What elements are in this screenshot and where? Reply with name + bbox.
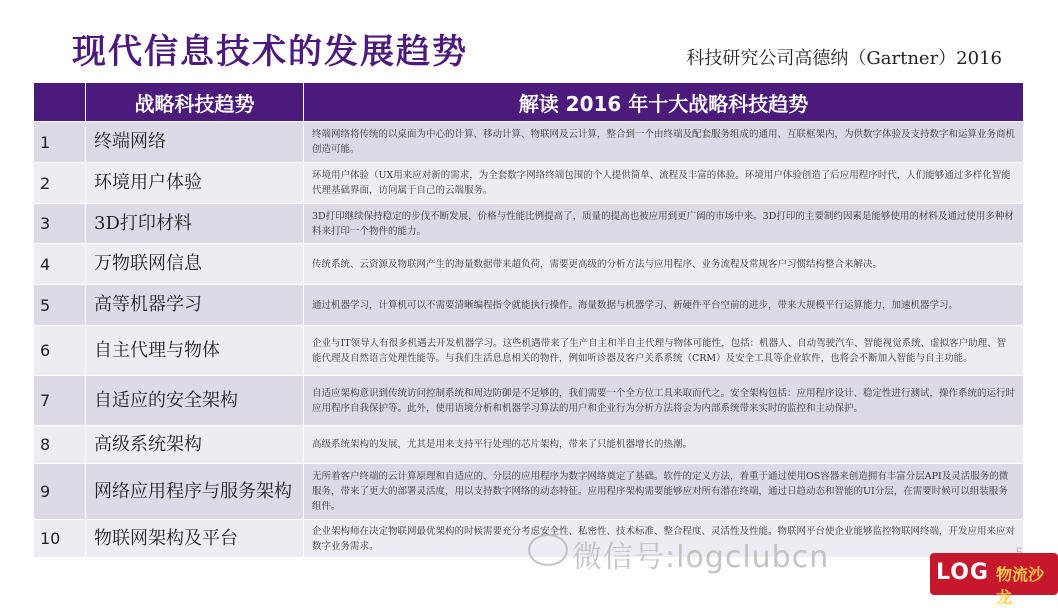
trend-description: 3D打印继续保持稳定的步伐不断发展，价格与性能比例提高了，质量的提高也被应用到更广阔的市场中来。3D打印的主要制约因素是能够使用的材料及通过使用多种材料来打印一个物件的能力。 — [304, 204, 1024, 244]
trend-description: 传统系统、云资源及物联网产生的海量数据带来超负荷，需要更高级的分析方法与应用程序、业务流程及常规客户习惯结构整合来解决。 — [304, 244, 1024, 285]
trend-name: 高级系统架构 — [86, 426, 304, 464]
logo-main-text: LOG — [936, 560, 989, 585]
row-number: 9 — [34, 464, 86, 520]
header-trend: 战略科技趋势 — [86, 83, 304, 122]
trend-description: 高级系统架构的发展，尤其是用来支持平行处理的芯片架构，带来了只能机器增长的热潮。 — [304, 426, 1024, 464]
row-number: 7 — [34, 376, 86, 426]
table-header-row — [34, 83, 1024, 122]
table-row — [34, 376, 1024, 426]
trend-name: 环境用户体验 — [86, 163, 304, 204]
table-row — [34, 204, 1024, 244]
trend-name: 万物联网信息 — [86, 244, 304, 285]
source-caption: 科技研究公司高德纳（Gartner）2016 — [686, 48, 1002, 69]
trend-name: 高等机器学习 — [86, 285, 304, 326]
table-row — [34, 426, 1024, 464]
row-number: 1 — [34, 122, 86, 163]
row-number: 8 — [34, 426, 86, 464]
trend-description: 企业与IT领导人有很多机遇去开发机器学习。这些机遇带来了生产自主和半自主代理与物体可能性，包括：机器人、自动驾驶汽车、智能视觉系统、虚拟客户助理、智能代理及自然语言处理性能等。与我们生活息息相关的物件，例如听诊器及客户关系系统（CRM）及安全工具等企业软件，也将会不断加入智能与自主功能。 — [304, 326, 1024, 376]
table-row — [34, 244, 1024, 285]
table-row — [34, 464, 1024, 520]
wechat-icon — [528, 534, 568, 566]
row-number: 6 — [34, 326, 86, 376]
trend-name: 网络应用程序与服务架构 — [86, 464, 304, 520]
trend-description: 无所着客户终端的云计算原理和自适应的、分层的应用程序为数字网络奠定了基础。软件的定义方法，着重于通过使用OS容器来创造拥有丰富分层API及灵活服务的微服务，带来了更大的部署灵活度，用以支持数字网络的动态特征。应用程序架构需要能够应对所有潜在终端，通过日趋动态和智能的UI分层，在需要时候可以组装服务组件。 — [304, 464, 1024, 520]
table-row — [34, 285, 1024, 326]
row-number: 2 — [34, 163, 86, 204]
trend-name: 3D打印材料 — [86, 204, 304, 244]
trend-name: 终端网络 — [86, 122, 304, 163]
page-title: 现代信息技术的发展趋势 — [72, 32, 468, 72]
trend-name: 物联网架构及平台 — [86, 520, 304, 558]
row-number: 3 — [34, 204, 86, 244]
table-row — [34, 163, 1024, 204]
logo-sub-text: 物流沙龙 — [996, 565, 1045, 607]
row-number: 10 — [34, 520, 86, 558]
trend-description: 环境用户体验（UX用来应对新的需求，为全套数字网络终端包围的个人提供简单、流程及丰富的体验。环境用户体验创造了后应用程序时代，人们能够通过多样化智能代理基础界面，访问属于自己的云端服务。 — [304, 163, 1024, 204]
trend-description: 终端网络将传统的以桌面为中心的计算、移动计算、物联网及云计算，整合到一个由终端及配套服务组成的通用、互联框架内，为供数字体验及支持数字和运算业务商机创造可能。 — [304, 122, 1024, 163]
trend-description: 企业架构师在决定物联网最优架构的时候需要充分考虑安全性、私密性、技术标准、整合程度、灵活性及性能。物联网平台使企业能够监控物联网终端，开发应用来应对数字业务需求。 — [304, 520, 1024, 558]
watermark-text: 微信号:logclubcn — [572, 540, 830, 575]
row-number: 4 — [34, 244, 86, 285]
trend-description: 自适应架构意识到传统访问控制系统和周边防御是不足够的，我们需要一个全方位工具来取而代之。安全架构包括：应用程序设计、稳定性进行测试，操作系统的运行时应用程序自我保护等。此外，使用语境分析和机器学习算法的用户和企业行为分析方法将会为内部系统带来实时的监控和主动保护。 — [304, 376, 1024, 426]
trend-table — [33, 82, 1024, 558]
trend-name: 自适应的安全架构 — [86, 376, 304, 426]
header-interpretation: 解读 2016 年十大战略科技趋势 — [304, 83, 1024, 122]
row-number: 5 — [34, 285, 86, 326]
table-row — [34, 326, 1024, 376]
header-num — [34, 83, 86, 122]
table-row — [34, 122, 1024, 163]
trend-description: 通过机器学习，计算机可以不需要清晰编程指令就能执行操作。海量数据与机器学习、新硬件平台空前的进步，带来大规模平行运算能力，加速机器学习。 — [304, 285, 1024, 326]
trend-name: 自主代理与物体 — [86, 326, 304, 376]
